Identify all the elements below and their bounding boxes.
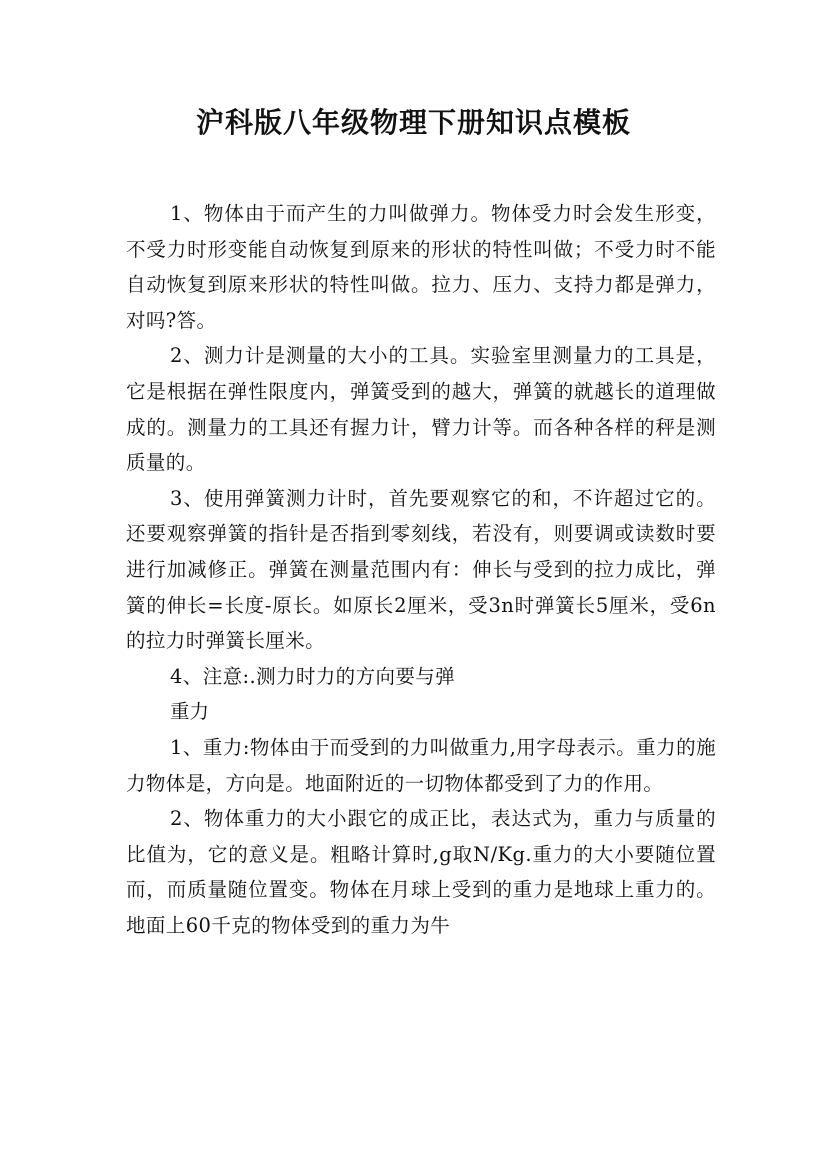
paragraph-dynamometer: 2、测力计是测量的大小的工具。实验室里测量力的工具是，它是根据在弹性限度内，弹簧受到的越大，弹簧的就越长的道理做成的。测量力的工具还有握力计，臂力计等。而各种各样的秤是测质量的。 (126, 344, 716, 475)
paragraph-spring-scale-usage: 3、使用弹簧测力计时，首先要观察它的和，不许超过它的。还要观察弹簧的指针是否指到零刻线，若没有，则要调或读数时要进行加减修正。弹簧在测量范围内有：伸长与受到的拉力成比，弹簧的伸长=长度-原长。如原长2厘米，受3n时弹簧长5厘米，受6n的拉力时弹簧长厘米。 (126, 486, 716, 653)
paragraph-gravity-definition: 1、重力:物体由于而受到的力叫做重力,用字母表示。重力的施力物体是，方向是。地面附近的一切物体都受到了力的作用。 (126, 735, 716, 795)
paragraph-elasticity: 1、物体由于而产生的力叫做弹力。物体受力时会发生形变，不受力时形变能自动恢复到原来的形状的特性叫做；不受力时不能自动恢复到原来形状的特性叫做。拉力、压力、支持力都是弹力，对吗?答。 (126, 202, 716, 332)
document-title: 沪科版八年级物理下册知识点模板 (195, 106, 631, 139)
paragraph-gravity-magnitude: 2、物体重力的大小跟它的成正比，表达式为，重力与质量的比值为，它的意义是。粗略计算时,g取N/Kg.重力的大小要随位置而，而质量随位置变。物体在月球上受到的重力是地球上重力的。地面上60千克的物体受到的重力为牛 (126, 807, 716, 937)
document-body (126, 196, 716, 943)
section-heading-gravity: 重力 (170, 700, 210, 724)
paragraph-notice: 4、注意:.测力时力的方向要与弹 (170, 664, 456, 688)
